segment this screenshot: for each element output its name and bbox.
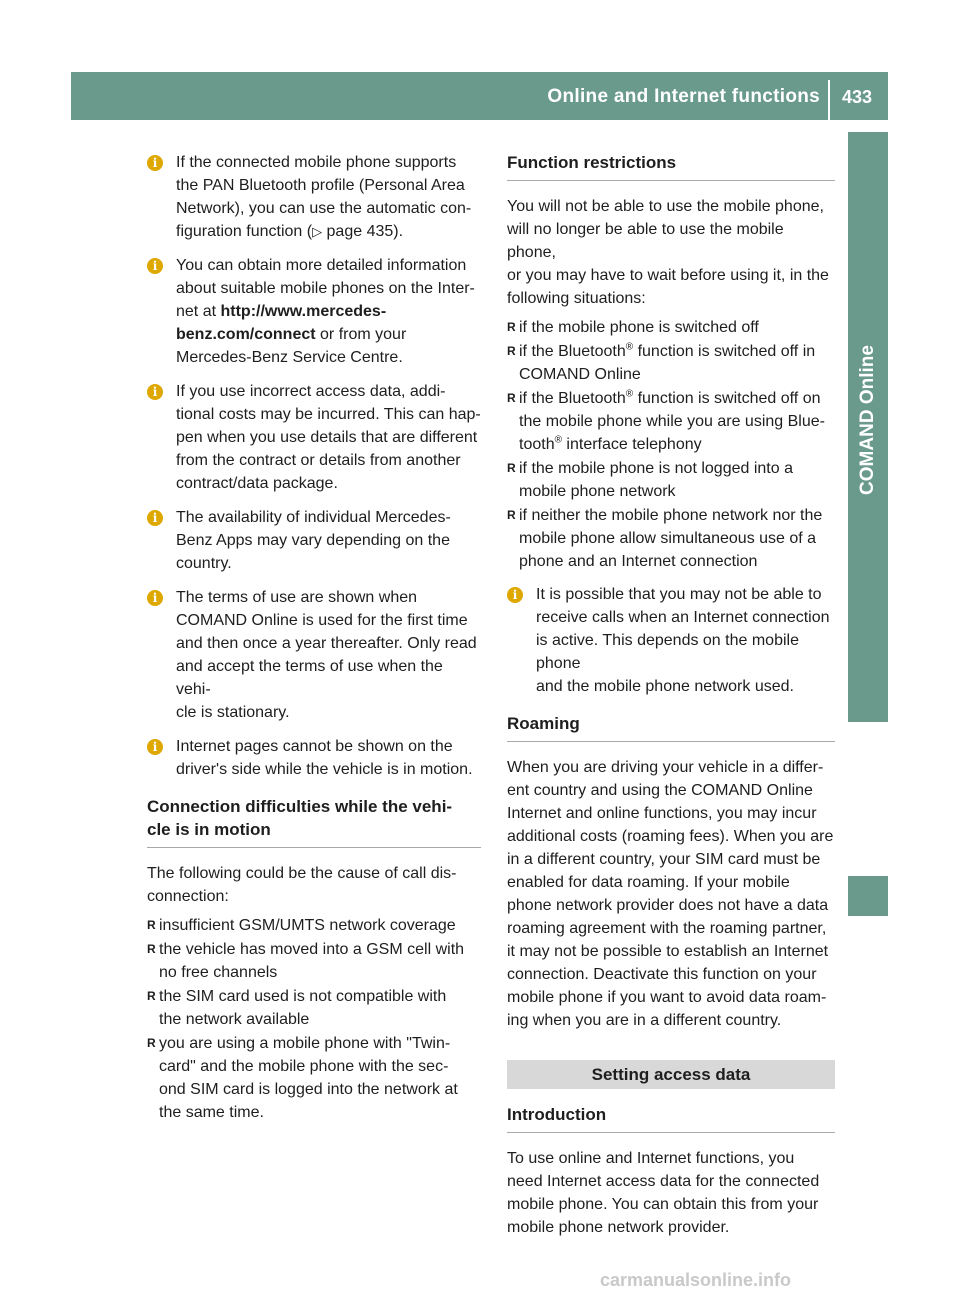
list-item: R the vehicle has moved into a GSM cell with no free channels: [147, 938, 481, 984]
bullet-list: [147, 914, 481, 1124]
info-icon: i: [147, 739, 163, 755]
header-title: Online and Internet functions: [547, 86, 820, 107]
page-header: [71, 72, 888, 120]
bullet-list: [507, 316, 835, 573]
chapter-tab-label: COMAND Online: [857, 345, 878, 495]
info-icon: i: [147, 590, 163, 606]
info-icon: i: [507, 587, 523, 603]
chapter-marker: [848, 876, 888, 916]
info-icon: i: [147, 510, 163, 526]
section-heading: Connection difficulties while the vehi- cle is in motion: [147, 795, 481, 848]
right-column: [507, 151, 835, 1245]
watermark: carmanualsonline.info: [600, 1270, 792, 1290]
list-item: R if the Bluetooth® function is switched off on the mobile phone while you are using Blue- tooth® interface telephony: [507, 387, 835, 456]
list-item: R insufficient GSM/UMTS network coverage: [147, 914, 481, 937]
info-note: i The terms of use are shown when COMAND Online is used for the first time and then once a year thereafter. Only read and accept the terms of use when the vehi- cle is stationary.: [147, 586, 481, 724]
url-link[interactable]: http://www.mercedes-: [220, 303, 387, 320]
page-number: 433: [841, 87, 872, 107]
section-heading: Roaming: [507, 712, 835, 742]
info-note: i You can obtain more detailed information about suitable mobile phones on the Inter- net at http://www.mercedes- benz.com/connect or from your Mercedes-Benz Service Centre.: [147, 254, 481, 369]
section-heading: Introduction: [507, 1103, 835, 1133]
info-note: i If the connected mobile phone supports the PAN Bluetooth profile (Personal Area Network), you can use the automatic con- figuration function (▷ page 435).: [147, 151, 481, 243]
list-item: R the SIM card used is not compatible with the network available: [147, 985, 481, 1031]
list-item: R if the mobile phone is switched off: [507, 316, 835, 339]
info-note: i If you use incorrect access data, addi- tional costs may be incurred. This can hap- pen when you use details that are different from the contract or details from another contract/data package.: [147, 380, 481, 495]
list-item: R if neither the mobile phone network nor the mobile phone allow simultaneous use of a phone and an Internet connection: [507, 504, 835, 573]
paragraph: To use online and Internet functions, you need Internet access data for the connected mobile phone. You can obtain this from your mobile phone network provider.: [507, 1150, 820, 1236]
section-banner: Setting access data: [507, 1060, 835, 1089]
url-link[interactable]: benz.com/connect: [176, 326, 316, 343]
list-item: R you are using a mobile phone with "Twin- card" and the mobile phone with the sec- ond SIM card is logged into the network at the same time.: [147, 1032, 481, 1124]
info-note: i It is possible that you may not be able to receive calls when an Internet connection is active. This depends on the mobile phone and the mobile phone network used.: [507, 583, 835, 698]
info-icon: i: [147, 258, 163, 274]
info-icon: i: [147, 384, 163, 400]
left-column: [147, 151, 481, 1125]
list-item: R if the Bluetooth® function is switched off in COMAND Online: [507, 340, 835, 386]
paragraph: The following could be the cause of call dis- connection:: [147, 865, 457, 905]
paragraph: You will not be able to use the mobile phone, will no longer be able to use the mobile phone, or you may have to wait before using it, in the following situations:: [507, 198, 829, 307]
list-item: R if the mobile phone is not logged into a mobile phone network: [507, 457, 835, 503]
header-separator: [828, 80, 830, 120]
page-link[interactable]: page 435).: [326, 223, 404, 240]
section-heading: Function restrictions: [507, 151, 835, 181]
info-note: i Internet pages cannot be shown on the driver's side while the vehicle is in motion.: [147, 735, 481, 781]
info-note: i The availability of individual Mercedes- Benz Apps may vary depending on the country.: [147, 506, 481, 575]
paragraph: When you are driving your vehicle in a differ- ent country and using the COMAND Online Internet and online functions, you may incur additional costs (roaming fees). When you are in a different country, your SIM card must be enabled for data roaming. If your mobile phone network provider does not have a data roaming agreement with the roaming partner, it may not be possible to establish an Internet connection. Deactivate this function on your mobile phone if you want to avoid data roam- ing when you are in a different country.: [507, 759, 834, 1029]
info-icon: i: [147, 155, 163, 171]
page-ref-arrow-icon: ▷: [312, 224, 323, 239]
